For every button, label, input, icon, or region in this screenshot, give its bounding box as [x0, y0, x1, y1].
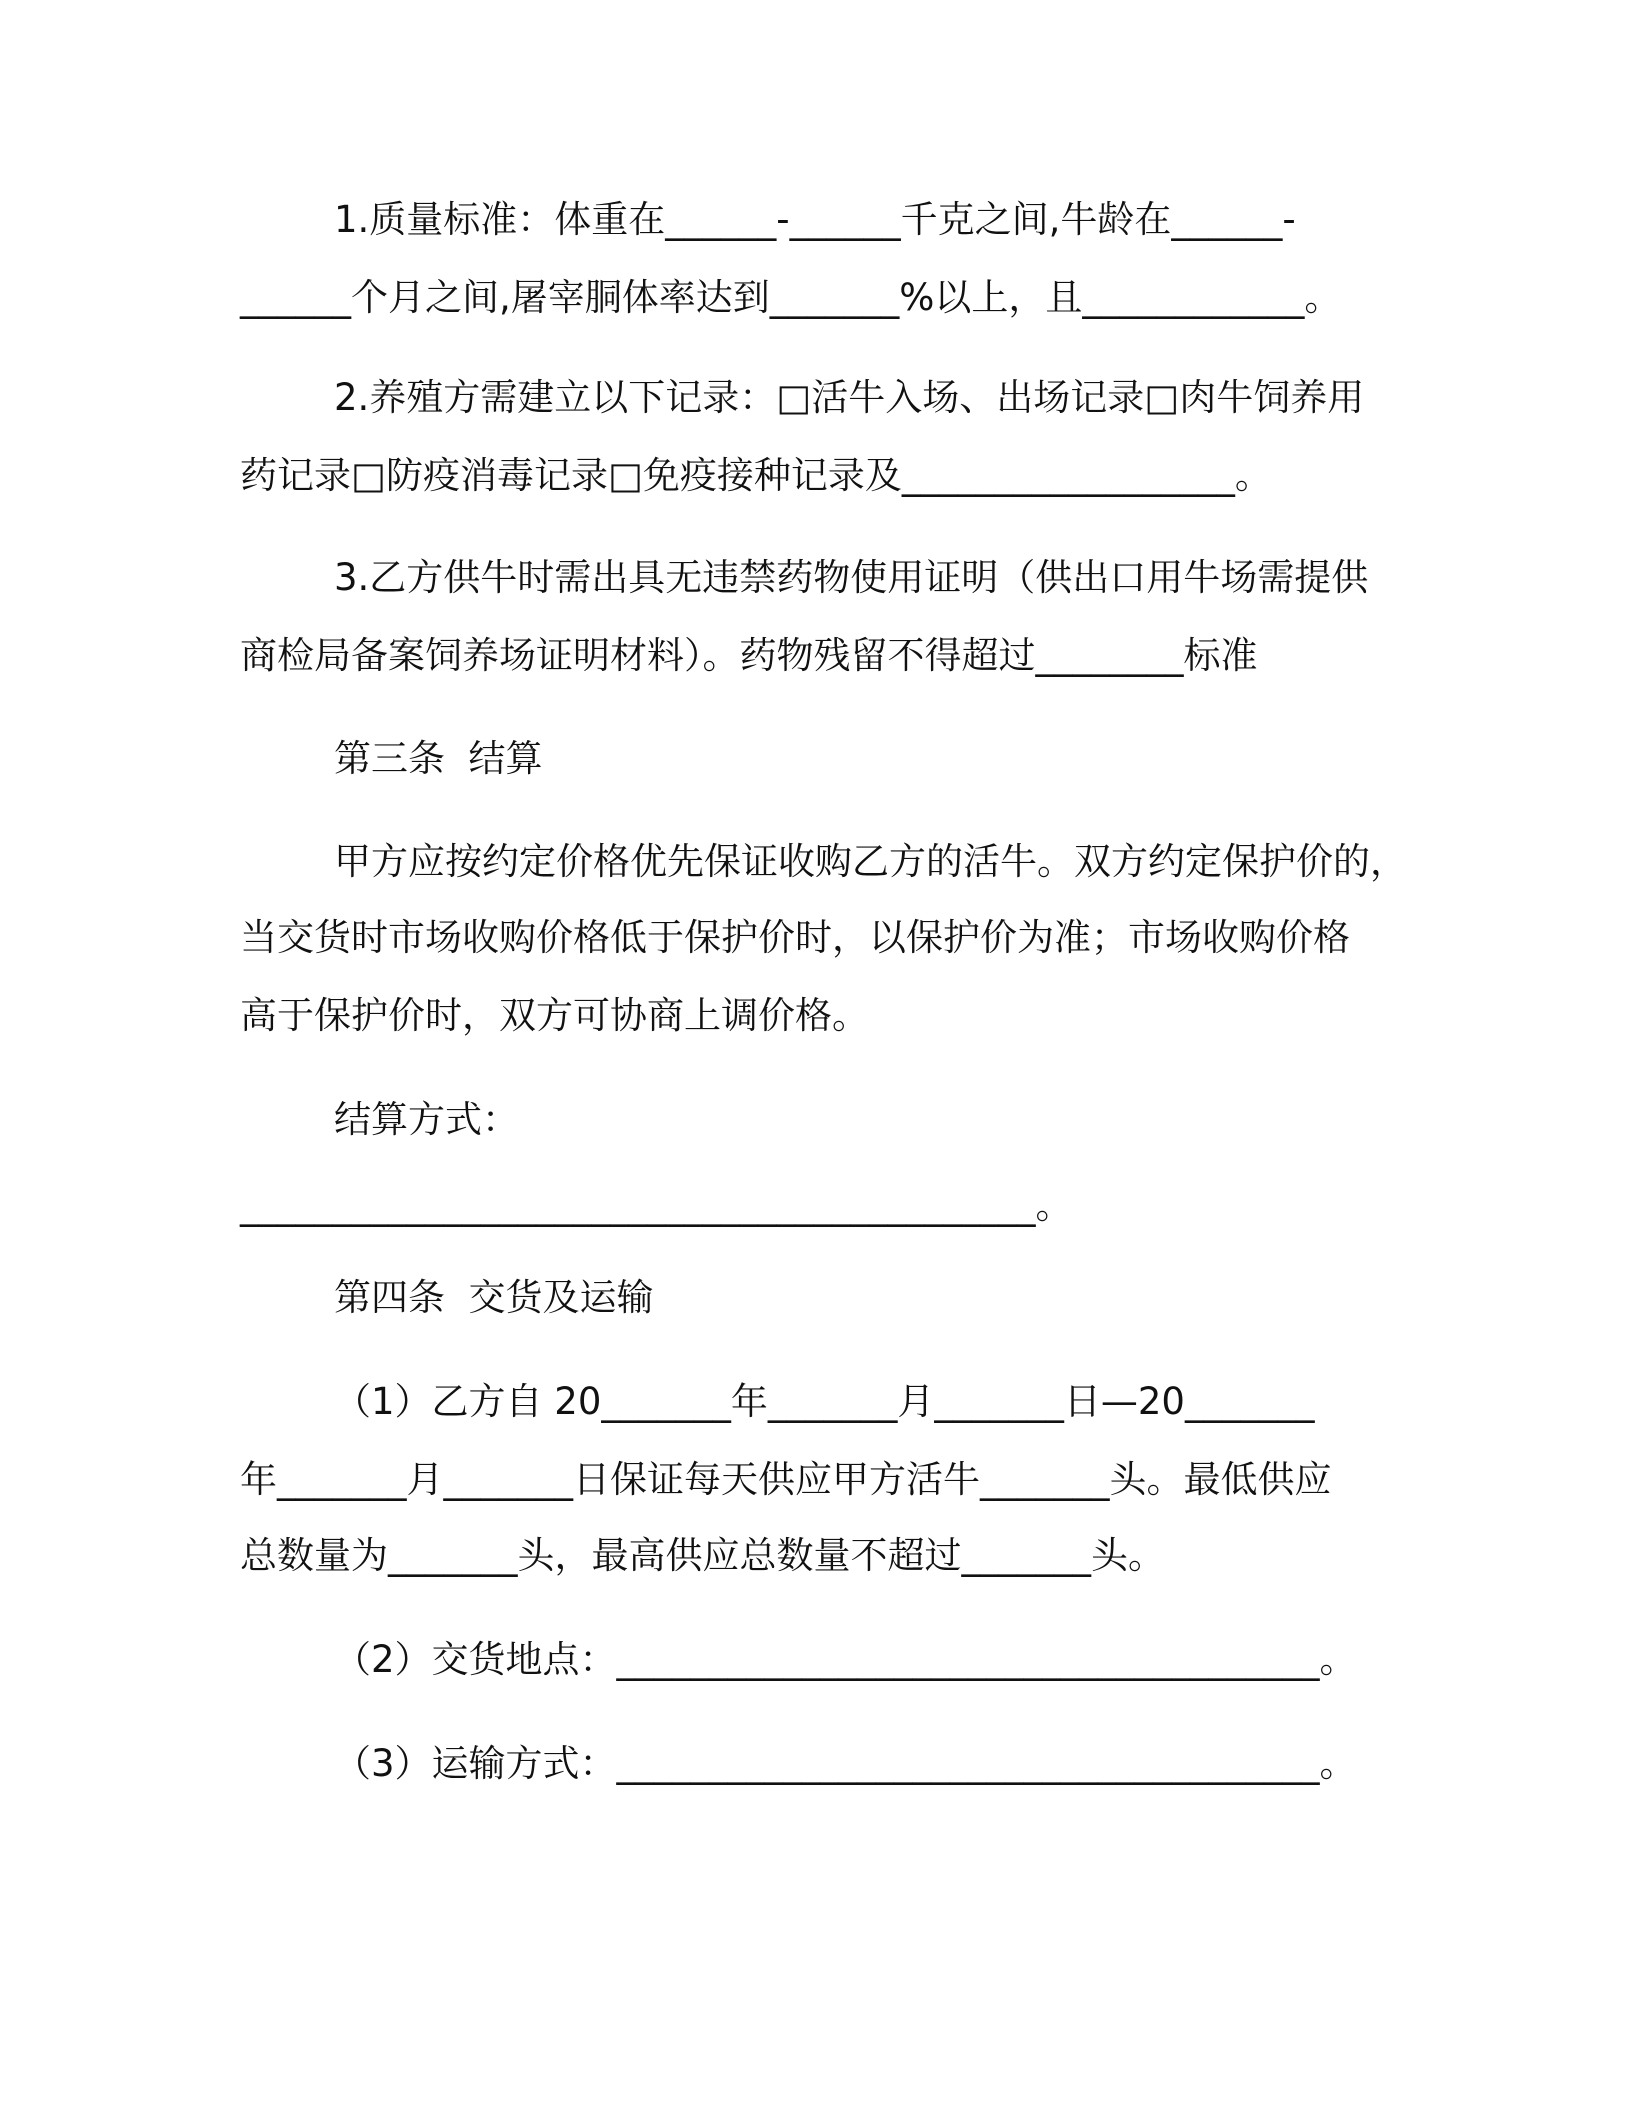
settlement-method-label: 结算方式： — [334, 1098, 519, 1141]
settlement-paragraph-line-2: 当交货时市场收购价格低于保护价时，以保护价为准；市场收购价格 — [240, 916, 1350, 959]
delivery-period-line-2: 年_______月_______日保证每天供应甲方活牛_______头。最低供应 — [240, 1458, 1332, 1501]
transport-method-line: （3）运输方式：______________________________________。 — [334, 1742, 1357, 1785]
settlement-paragraph-line-1: 甲方应按约定价格优先保证收购乙方的活牛。双方约定保护价的， — [334, 840, 1407, 883]
records-requirement-line-1: 2.养殖方需建立以下记录：□活牛入场、出场记录□肉牛饲养用 — [334, 376, 1365, 419]
article-three-heading: 第三条 结算 — [334, 737, 543, 780]
records-requirement-line-2: 药记录□防疫消毒记录□免疫接种记录及__________________。 — [240, 454, 1272, 497]
quality-standard-line-1: 1.质量标准：体重在______-______千克之间,牛龄在______- — [334, 198, 1296, 241]
article-four-heading: 第四条 交货及运输 — [334, 1276, 654, 1319]
delivery-period-line-1: （1）乙方自 20_______年_______月_______日—20_______ — [334, 1380, 1315, 1423]
drug-certificate-line-2: 商检局备案饲养场证明材料）。药物残留不得超过________标准 — [240, 634, 1258, 677]
settlement-method-blank: ___________________________________________。 — [240, 1184, 1073, 1227]
delivery-location-line: （2）交货地点：______________________________________。 — [334, 1638, 1357, 1681]
quality-standard-line-2: ______个月之间,屠宰胴体率达到_______%以上，且____________。 — [240, 276, 1342, 319]
delivery-period-line-3: 总数量为_______头，最高供应总数量不超过_______头。 — [240, 1534, 1165, 1577]
settlement-paragraph-line-3: 高于保护价时，双方可协商上调价格。 — [240, 994, 869, 1037]
drug-certificate-line-1: 3.乙方供牛时需出具无违禁药物使用证明（供出口用牛场需提供 — [334, 556, 1369, 599]
